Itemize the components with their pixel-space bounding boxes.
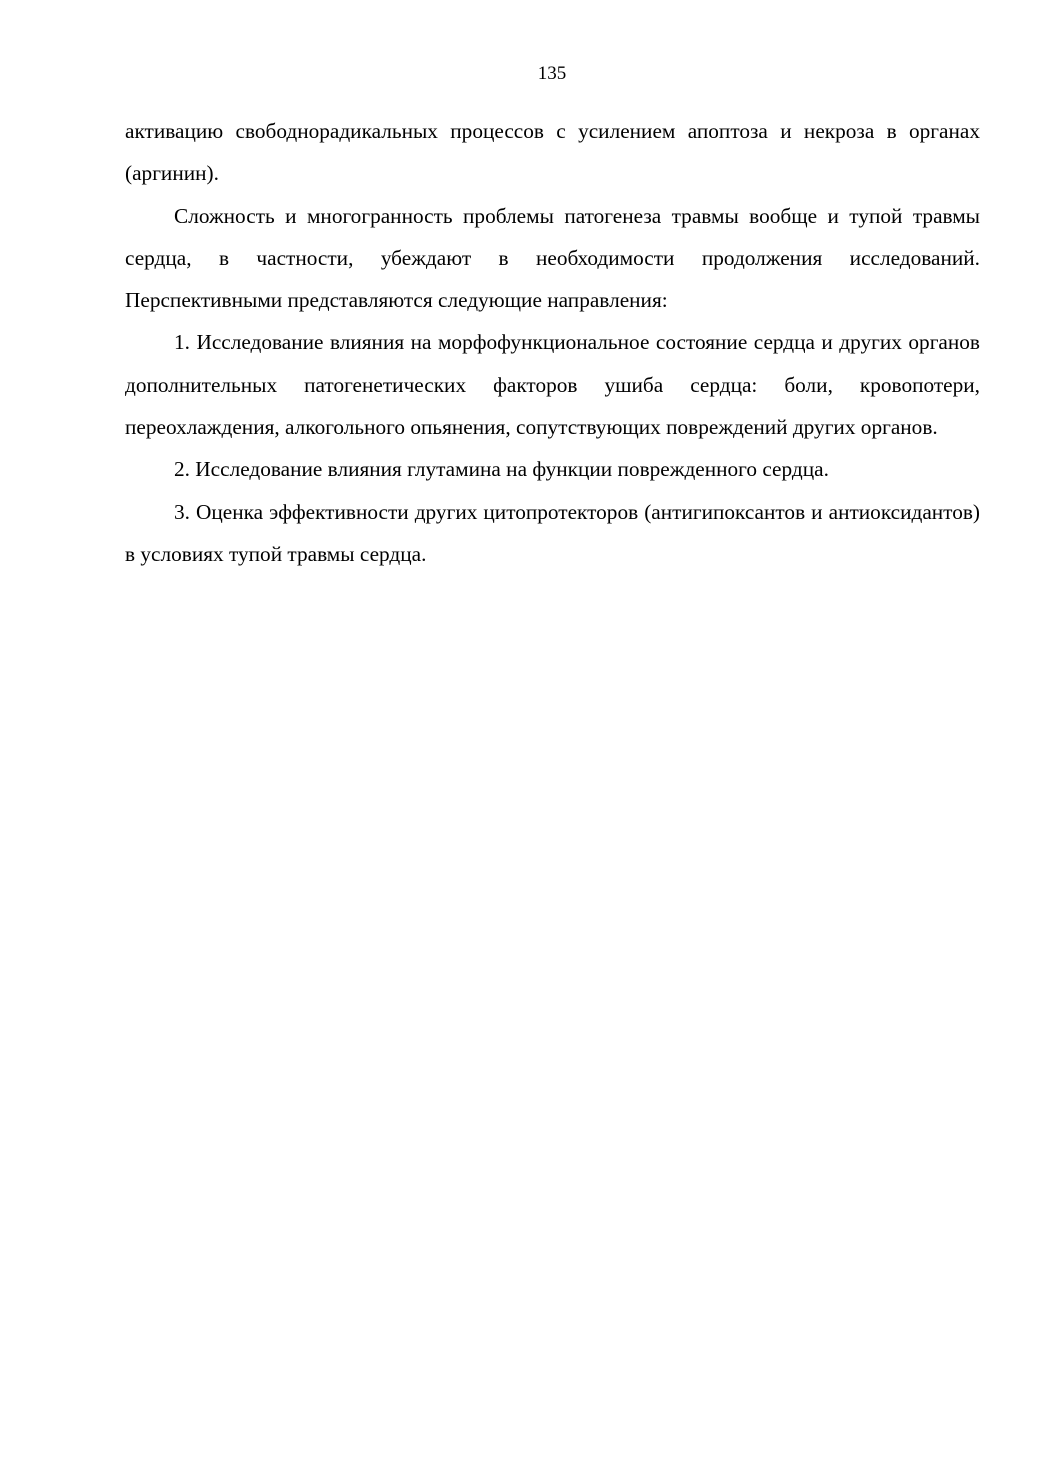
page-number: 135 [537,63,567,84]
list-item-3: 3. Оценка эффективности других цитопротекторов (антигипоксантов и антиоксидантов) в условиях тупой травмы сердца. [125,499,980,566]
list-item-2: 2. Исследование влияния глутамина на функции поврежденного сердца. [174,457,829,482]
paragraph-research-perspectives: Сложность и многогранность проблемы патогенеза травмы вообще и тупой травмы сердца, в частности, убеждают в необходимости продолжения исследований. Перспективными представляются следующие направления: [125,203,980,313]
list-item-1: 1. Исследование влияния на морфофункциональное состояние сердца и других органов дополнительных патогенетических факторов ушиба сердца: боли, кровопотери, переохлаждения, алкогольного опьянения, сопутствующих повреждений других органов. [125,330,980,440]
paragraph-continuation: активацию свободнорадикальных процессов с усилением апоптоза и некроза в органах (аргинин). [125,119,980,186]
body-text [125,110,980,575]
